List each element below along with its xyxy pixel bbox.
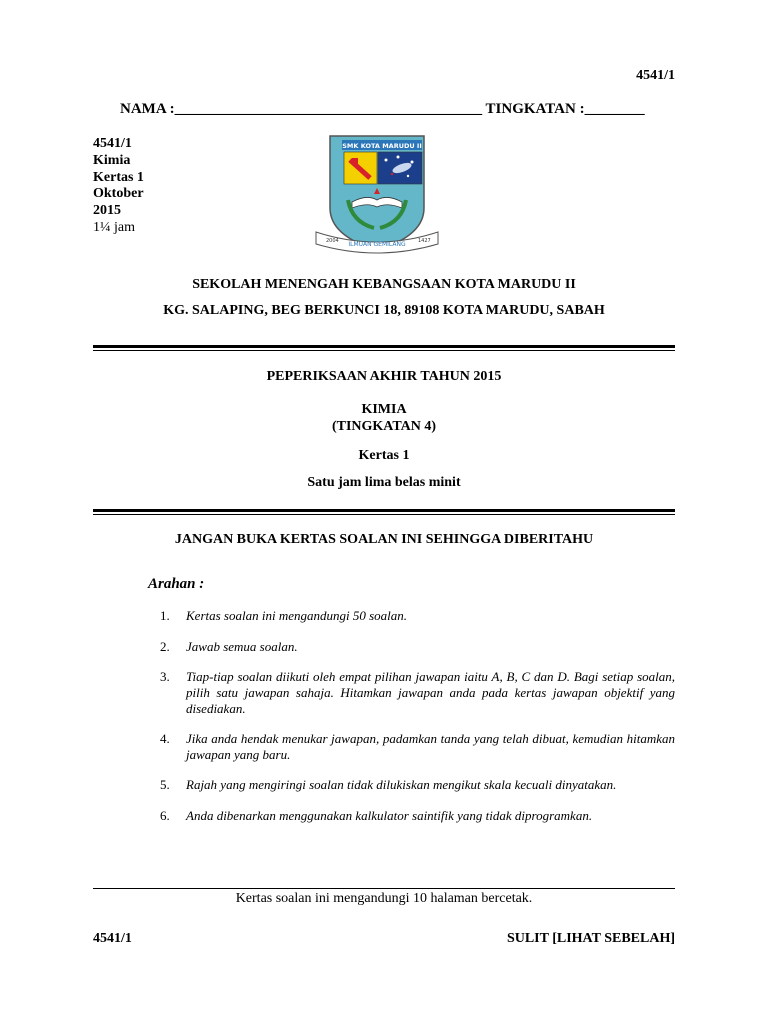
instruction-text: Anda dibenarkan menggunakan kalkulator saintifik yang tidak diprogramkan. (186, 808, 593, 823)
svg-text:ILMUAN GEMILANG: ILMUAN GEMILANG (348, 241, 406, 248)
instruction-text: Jika anda hendak menukar jawapan, padamkan tanda yang telah dibuat, kemudian hitamkan jawapan yang baru. (186, 731, 675, 762)
instruction-item (160, 608, 675, 624)
instruction-text: Jawab semua soalan. (186, 639, 298, 654)
divider-thin (93, 514, 675, 515)
school-name: SEKOLAH MENENGAH KEBANGSAAN KOTA MARUDU II (192, 277, 576, 292)
paper-info-subject: Kimia (93, 152, 131, 168)
paper-info-year: 2015 (93, 203, 121, 219)
instruction-item (160, 808, 675, 824)
instruction-number: 1. (160, 608, 170, 623)
paper-info-duration: 1¼ jam (93, 219, 135, 235)
svg-text:2004: 2004 (326, 238, 339, 244)
instruction-item (160, 731, 675, 763)
paper-info-code: 4541/1 (93, 136, 132, 151)
footer-sulit-label: SULIT [LIHAT SEBELAH] (506, 931, 675, 946)
instruction-number: 5. (160, 777, 170, 792)
instruction-item (160, 669, 675, 717)
exam-subject: KIMIA (361, 402, 407, 417)
exam-title: PEPERIKSAAN AKHIR TAHUN 2015 (266, 369, 502, 384)
page-count-note: Kertas soalan ini mengandungi 10 halaman bercetak. (235, 891, 533, 906)
instruction-number: 6. (160, 808, 170, 823)
divider-thin (93, 350, 675, 351)
paper-info-paper: Kertas 1 (93, 169, 144, 185)
exam-paper: Kertas 1 (358, 448, 410, 463)
exam-duration: Satu jam lima belas minit (307, 475, 461, 490)
instruction-number: 2. (160, 639, 170, 654)
svg-text:SMK KOTA MARUDU II: SMK KOTA MARUDU II (342, 142, 422, 150)
footer-divider (93, 888, 675, 889)
footer-paper-code: 4541/1 (93, 931, 132, 946)
name-form-line: NAMA :_________________________________________ TINGKATAN :________ (120, 101, 645, 117)
instruction-item (160, 777, 675, 793)
instruction-text: Rajah yang mengiringi soalan tidak dilukiskan mengikut skala kecuali dinyatakan. (186, 777, 617, 792)
instruction-number: 3. (160, 669, 170, 684)
exam-form: (TINGKATAN 4) (331, 419, 437, 434)
instruction-item (160, 639, 675, 655)
instruction-text: Kertas soalan ini mengandungi 50 soalan. (186, 608, 408, 623)
paper-info-month: Oktober (93, 186, 144, 202)
school-crest-logo (312, 130, 442, 256)
paper-info-block (93, 136, 144, 237)
instructions-heading: Arahan : (148, 576, 205, 592)
header-paper-code: 4541/1 (636, 68, 675, 83)
instruction-number: 4. (160, 731, 170, 746)
school-address: KG. SALAPING, BEG BERKUNCI 18, 89108 KOTA MARUDU, SABAH (163, 303, 605, 318)
instruction-text: Tiap-tiap soalan diikuti oleh empat pilihan jawapan iaitu A, B, C dan D. Bagi setiap soalan, pilih satu jawapan sahaja. Hitamkan jawapan anda pada kertas jawapan objektif yang disediakan. (186, 669, 675, 716)
do-not-open-warning: JANGAN BUKA KERTAS SOALAN INI SEHINGGA DIBERITAHU (174, 532, 594, 547)
svg-text:1427: 1427 (418, 238, 431, 244)
divider-thick (93, 509, 675, 512)
divider-thick (93, 345, 675, 348)
